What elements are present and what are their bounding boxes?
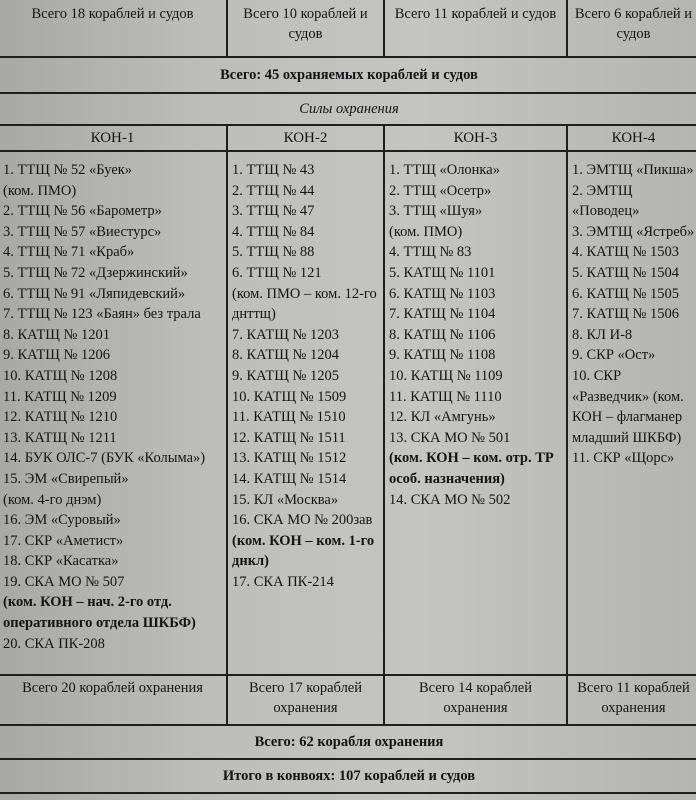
list-item: 1. ТТЩ № 52 «Буек»: [3, 162, 133, 178]
kon3-list: [384, 151, 567, 675]
list-item: 20. СКА ПК-208: [3, 635, 105, 652]
list-item-commander-note: (ком. КОН – нач. 2-го отд. оперативного отдела ШКБФ): [3, 594, 196, 632]
list-item: 18. СКР «Касатка»: [3, 553, 119, 570]
list-item: 12. КАТЩ № 1210: [3, 409, 118, 426]
list-item: 2. ЭМТЩ «Поводец»: [572, 182, 640, 220]
list-item: 3. ТТЩ № 47: [232, 203, 315, 220]
kon2-subtotal: Всего 17 кораблей охранения: [227, 675, 384, 725]
total-escort-row: [0, 725, 696, 759]
list-item: 4. КАТЩ № 1503: [572, 244, 679, 261]
list-item: 7. КАТЩ № 1104: [389, 306, 496, 323]
list-item: 6. ТТЩ № 121: [232, 264, 322, 281]
subtotal-row: [0, 675, 696, 725]
list-item: 3. ТТЩ «Шуя»: [389, 203, 483, 220]
kon-header-row: [0, 125, 696, 151]
kon1-header: КОН-1: [0, 125, 227, 151]
list-item: 15. ЭМ «Свирепый»: [3, 470, 129, 487]
list-item: 12. КЛ «Амгунь»: [389, 409, 496, 426]
kon4-vessels-count: Всего 6 кораблей и судов: [567, 0, 696, 57]
kon4-list: [567, 151, 696, 675]
kon2-list: [227, 151, 384, 675]
list-item: 7. ТТЩ № 123 «Баян» без трала: [3, 306, 201, 323]
kon1-list: [0, 151, 227, 675]
escort-lists-row: [0, 151, 696, 675]
list-item: (ком. 4-го днэм): [3, 491, 102, 508]
list-item: 1. ТТЩ № 43: [232, 162, 315, 178]
list-item: (ком. ПМО): [3, 182, 77, 199]
list-item: 6. КАТЩ № 1103: [389, 285, 496, 302]
total-protected-row: [0, 57, 696, 93]
list-item: 11. КАТЩ № 1510: [232, 409, 346, 426]
forces-title: Силы охранения: [0, 93, 696, 125]
total-escort: Всего: 62 корабля охранения: [0, 725, 696, 759]
list-item: 9. КАТЩ № 1206: [3, 347, 110, 364]
list-item: 10. КАТЩ № 1509: [232, 388, 347, 405]
kon1-subtotal: Всего 20 кораблей охранения: [0, 675, 227, 725]
list-item: 8. КАТЩ № 1204: [232, 347, 339, 364]
list-item: 7. КАТЩ № 1203: [232, 326, 339, 343]
list-item: (ком. ПМО – ком. 12-го днттщ): [232, 285, 377, 323]
forces-title-row: [0, 93, 696, 125]
kon2-vessels-count: Всего 10 кораблей и судов: [227, 0, 384, 57]
list-item: 1. ЭМТЩ «Пикша»: [572, 162, 694, 178]
list-item: 8. КАТЩ № 1106: [389, 326, 496, 343]
list-item: 19. СКА МО № 507: [3, 573, 125, 590]
kon3-subtotal: Всего 14 кораблей охранения: [384, 675, 567, 725]
list-item: 5. ТТЩ № 88: [232, 244, 315, 261]
list-item: 6. КАТЩ № 1505: [572, 285, 679, 302]
list-item: 16. СКА МО № 200зав: [232, 512, 373, 529]
list-item-commander-note: (ком. КОН – ком. 1-го днкл): [232, 532, 375, 570]
list-item: 14. БУК ОЛС-7 (БУК «Колыма»): [3, 450, 206, 467]
kon2-header: КОН-2: [227, 125, 384, 151]
list-item: 12. КАТЩ № 1511: [232, 429, 346, 446]
list-item: 3. ЭМТЩ «Ястреб»: [572, 223, 695, 240]
list-item: 14. КАТЩ № 1514: [232, 470, 347, 487]
vessels-count-row: [0, 0, 696, 57]
list-item: 2. ТТЩ «Осетр»: [389, 182, 492, 199]
kon4-subtotal: Всего 11 кораблей охранения: [567, 675, 696, 725]
list-item: 5. ТТЩ № 72 «Дзержинский»: [3, 264, 188, 281]
list-item: 7. КАТЩ № 1506: [572, 306, 679, 323]
list-item: 9. СКР «Ост»: [572, 347, 656, 364]
list-item: (ком. ПМО): [389, 223, 463, 240]
list-item: 1. ТТЩ «Олонка»: [389, 162, 500, 178]
list-item: 9. КАТЩ № 1205: [232, 367, 339, 384]
list-item: 13. КАТЩ № 1512: [232, 450, 347, 467]
kon4-header: КОН-4: [567, 125, 696, 151]
grand-total: Итого в конвоях: 107 кораблей и судов: [0, 759, 696, 793]
list-item: 5. КАТЩ № 1101: [389, 264, 496, 281]
list-item: 13. КАТЩ № 1211: [3, 429, 117, 446]
kon3-vessels-count: Всего 11 кораблей и судов: [384, 0, 567, 57]
list-item: 3. ТТЩ № 57 «Виестурс»: [3, 223, 162, 240]
grand-total-row: [0, 759, 696, 793]
list-item: 16. ЭМ «Суровый»: [3, 512, 121, 529]
list-item: 6. ТТЩ № 91 «Ляпидевский»: [3, 285, 186, 302]
list-item: 11. КАТЩ № 1209: [3, 388, 117, 405]
list-item: 11. СКР «Щорс»: [572, 450, 675, 467]
list-item: 13. СКА МО № 501: [389, 429, 511, 446]
list-item-commander-note: (ком. КОН – ком. отр. ТР особ. назначения): [389, 450, 554, 487]
list-item: 2. ТТЩ № 56 «Барометр»: [3, 203, 162, 220]
list-item: 14. СКА МО № 502: [389, 491, 511, 508]
list-item: 17. СКР «Аметист»: [3, 532, 124, 549]
list-item: 10. КАТЩ № 1109: [389, 367, 503, 384]
list-item: 8. КЛ И-8: [572, 326, 633, 343]
list-item: 4. ТТЩ № 84: [232, 223, 315, 240]
list-item: 4. ТТЩ № 83: [389, 244, 472, 261]
list-item: 15. КЛ «Москва»: [232, 491, 339, 508]
total-protected: Всего: 45 охраняемых кораблей и судов: [0, 57, 696, 93]
kon1-vessels-count: Всего 18 кораблей и судов: [0, 0, 227, 57]
list-item-commander-note: 10. СКР «Разведчик» (ком. КОН – флагманер младший ШКБФ): [572, 367, 684, 446]
list-item: 5. КАТЩ № 1504: [572, 264, 679, 281]
list-item: 9. КАТЩ № 1108: [389, 347, 496, 364]
kon3-header: КОН-3: [384, 125, 567, 151]
list-item: 8. КАТЩ № 1201: [3, 326, 110, 343]
list-item: 4. ТТЩ № 71 «Краб»: [3, 244, 135, 261]
list-item: 10. КАТЩ № 1208: [3, 367, 118, 384]
list-item: 11. КАТЩ № 1110: [389, 388, 502, 405]
list-item: 17. СКА ПК-214: [232, 573, 334, 590]
list-item: 2. ТТЩ № 44: [232, 182, 315, 199]
